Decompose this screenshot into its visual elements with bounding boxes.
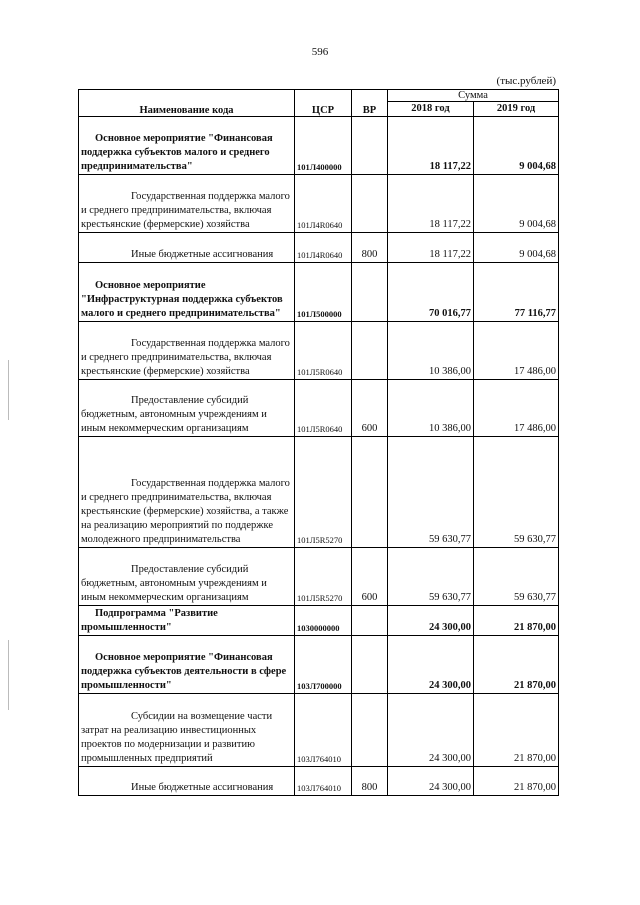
row-name: Субсидии на возмещение части затрат на реализацию инвестиционных проектов по модернизации и развитию промышленных предприятий	[79, 694, 295, 767]
row-2019: 21 870,00	[474, 636, 559, 694]
units-label: (тыс.рублей)	[496, 75, 556, 87]
row-name: Иные бюджетные ассигнования	[79, 233, 295, 263]
row-csr: 101Л500000	[295, 263, 352, 322]
row-vr	[352, 263, 388, 322]
row-vr: 600	[352, 380, 388, 437]
row-2018: 24 300,00	[388, 767, 474, 796]
row-vr	[352, 117, 388, 175]
table-row	[79, 117, 559, 175]
row-vr	[352, 322, 388, 380]
row-vr	[352, 437, 388, 548]
row-csr: 101Л5R0640	[295, 322, 352, 380]
row-2019: 9 004,68	[474, 117, 559, 175]
budget-table	[78, 89, 559, 796]
row-vr	[352, 175, 388, 233]
row-2018: 59 630,77	[388, 548, 474, 606]
row-name: Предоставление субсидий бюджетным, автономным учреждениям и иным некоммерческим организациям	[79, 380, 295, 437]
row-name: Основное мероприятие "Инфраструктурная поддержка субъектов малого и среднего предпринимательства"	[79, 263, 295, 322]
row-name: Основное мероприятие "Финансовая поддержка субъектов деятельности в сфере промышленности"	[79, 636, 295, 694]
row-2018: 10 386,00	[388, 380, 474, 437]
row-name: Государственная поддержка малого и среднего предпринимательства, включая крестьянские (фермерские) хозяйства	[79, 322, 295, 380]
row-2019: 77 116,77	[474, 263, 559, 322]
row-csr: 101Л5R5270	[295, 437, 352, 548]
row-2019: 59 630,77	[474, 548, 559, 606]
row-vr	[352, 694, 388, 767]
row-name: Предоставление субсидий бюджетным, автономным учреждениям и иным некоммерческим организациям	[79, 548, 295, 606]
table-row	[79, 263, 559, 322]
scan-edge-mark	[8, 360, 9, 420]
row-2019: 21 870,00	[474, 606, 559, 636]
row-2018: 10 386,00	[388, 322, 474, 380]
table-row	[79, 233, 559, 263]
row-vr	[352, 636, 388, 694]
row-2018: 24 300,00	[388, 694, 474, 767]
header-2018: 2018 год	[388, 102, 474, 117]
page-number: 596	[311, 46, 329, 58]
table-row	[79, 322, 559, 380]
row-csr: 101Л400000	[295, 117, 352, 175]
row-vr	[352, 606, 388, 636]
row-vr: 800	[352, 767, 388, 796]
row-name: Основное мероприятие "Финансовая поддержка субъектов малого и среднего предпринимательства"	[79, 117, 295, 175]
row-2019: 21 870,00	[474, 767, 559, 796]
header-name: Наименование кода	[79, 90, 295, 117]
row-2019: 9 004,68	[474, 233, 559, 263]
row-2018: 24 300,00	[388, 606, 474, 636]
row-csr: 1030000000	[295, 606, 352, 636]
row-2019: 21 870,00	[474, 694, 559, 767]
header-vr: ВР	[352, 90, 388, 117]
row-2018: 70 016,77	[388, 263, 474, 322]
row-2018: 18 117,22	[388, 117, 474, 175]
header-2019: 2019 год	[474, 102, 559, 117]
row-csr: 101Л4R0640	[295, 175, 352, 233]
header-sum: Сумма	[388, 90, 559, 102]
table-row	[79, 606, 559, 636]
row-2019: 17 486,00	[474, 380, 559, 437]
table-row	[79, 175, 559, 233]
table-row	[79, 636, 559, 694]
row-2019: 9 004,68	[474, 175, 559, 233]
row-2018: 24 300,00	[388, 636, 474, 694]
row-2018: 18 117,22	[388, 175, 474, 233]
table-row	[79, 437, 559, 548]
row-vr: 800	[352, 233, 388, 263]
row-csr: 103Л764010	[295, 694, 352, 767]
row-csr: 101Л4R0640	[295, 233, 352, 263]
row-2019: 59 630,77	[474, 437, 559, 548]
row-2018: 59 630,77	[388, 437, 474, 548]
table-row	[79, 380, 559, 437]
table-row	[79, 767, 559, 796]
row-csr: 103Л700000	[295, 636, 352, 694]
row-2018: 18 117,22	[388, 233, 474, 263]
row-csr: 101Л5R5270	[295, 548, 352, 606]
row-2019: 17 486,00	[474, 322, 559, 380]
row-name: Государственная поддержка малого и среднего предпринимательства, включая крестьянские (фермерские) хозяйства, а также на реализацию мероприятий по поддержке молодежного предпринимательства	[79, 437, 295, 548]
row-csr: 103Л764010	[295, 767, 352, 796]
row-name: Иные бюджетные ассигнования	[79, 767, 295, 796]
table-row	[79, 694, 559, 767]
row-vr: 600	[352, 548, 388, 606]
row-csr: 101Л5R0640	[295, 380, 352, 437]
row-name: Подпрограмма "Развитие промышленности"	[79, 606, 295, 636]
table-row	[79, 548, 559, 606]
scan-edge-mark	[8, 640, 9, 710]
header-csr: ЦСР	[295, 90, 352, 117]
row-name: Государственная поддержка малого и среднего предпринимательства, включая крестьянские (фермерские) хозяйства	[79, 175, 295, 233]
